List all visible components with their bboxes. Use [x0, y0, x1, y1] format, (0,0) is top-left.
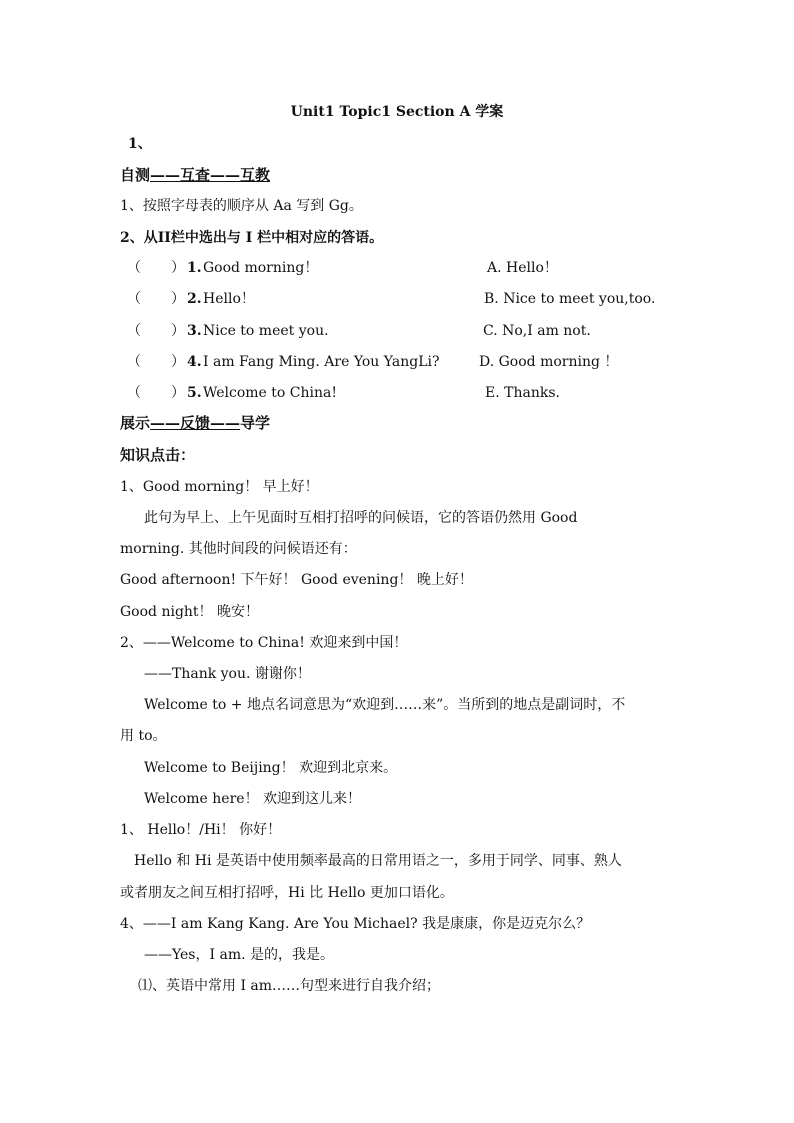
answer-blank-close: ）	[171, 385, 185, 401]
matching-row	[127, 352, 687, 372]
k3-paragraph-2: 或者朋友之间互相打招呼，Hi 比 Hello 更加口语化。	[120, 885, 454, 901]
heading-sep-1: ——	[150, 166, 181, 184]
task-1: 1、按照字母表的顺序从 Aa 写到 Gg。	[120, 198, 363, 214]
question-number: 3.	[187, 323, 202, 339]
heading2-sep-1: ——	[150, 414, 181, 432]
answer-blank-open[interactable]: （	[127, 323, 141, 339]
answer-blank-open[interactable]: （	[127, 354, 141, 370]
k4-line-3: ⑴、英语中常用 I am……句型来进行自我介绍；	[138, 978, 441, 994]
question-number: 4.	[187, 354, 202, 370]
heading2-part-b: 反馈	[180, 414, 211, 432]
knowledge-heading: 知识点击：	[120, 446, 196, 464]
answer-blank-open[interactable]: （	[127, 385, 141, 401]
k2-example-1: Welcome to Beijing！ 欢迎到北京来。	[144, 760, 398, 776]
page-title: Unit1 Topic1 Section A 学案	[290, 104, 504, 120]
question-text: Welcome to China!	[203, 385, 337, 401]
question-text: Nice to meet you.	[203, 323, 329, 339]
answer-option: C. No,I am not.	[483, 323, 591, 339]
k4-line-2: ——Yes，I am. 是的，我是。	[144, 947, 334, 963]
k1-paragraph-1: 此句为早上、上午见面时互相打招呼的问候语，它的答语仍然用 Good	[144, 510, 578, 526]
answer-blank-close: ）	[171, 291, 185, 307]
answer-option: D. Good morning ！	[479, 354, 619, 370]
item-number: 1、	[128, 136, 152, 152]
question-text: I am Fang Ming. Are You YangLi?	[203, 354, 440, 370]
matching-row	[127, 258, 687, 278]
answer-option: B. Nice to meet you,too.	[484, 291, 656, 307]
task-2: 2、从II栏中选出与 I 栏中相对应的答语。	[120, 230, 384, 246]
heading-part-b: 互查	[180, 166, 211, 184]
k1-head: 1、Good morning！ 早上好！	[120, 479, 319, 495]
question-number: 5.	[187, 385, 202, 401]
answer-option: A. Hello！	[487, 260, 558, 276]
answer-blank-close: ）	[171, 323, 185, 339]
answer-blank-close: ）	[171, 354, 185, 370]
question-number: 1.	[187, 260, 202, 276]
answer-blank-open[interactable]: （	[127, 291, 141, 307]
k2-paragraph-2: 用 to。	[120, 728, 167, 744]
answer-blank-open[interactable]: （	[127, 260, 141, 276]
k1-paragraph-4: Good night！ 晚安！	[120, 604, 260, 620]
matching-row	[127, 383, 687, 403]
heading2-part-c: 导学	[240, 414, 271, 432]
k4-head: 4、——I am Kang Kang. Are You Michael? 我是康康，你是迈克尔么？	[120, 916, 591, 932]
question-text: Good morning！	[203, 260, 319, 276]
answer-blank-close: ）	[171, 260, 185, 276]
k1-paragraph-3: Good afternoon! 下午好！ Good evening！ 晚上好！	[120, 572, 473, 588]
section-heading-self-test	[120, 165, 270, 185]
k2-paragraph-1: Welcome to + 地点名词意思为“欢迎到……来”。当所到的地点是副词时，不	[144, 697, 626, 713]
k2-example-2: Welcome here！ 欢迎到这儿来！	[144, 791, 362, 807]
k1-paragraph-2: morning. 其他时间段的问候语还有：	[120, 541, 357, 557]
matching-row	[127, 289, 687, 309]
k2-line-2: ——Thank you. 谢谢你！	[144, 666, 311, 682]
k2-head: 2、——Welcome to China! 欢迎来到中国！	[120, 635, 408, 651]
section-heading-show	[120, 413, 270, 433]
heading-part-c: 互教	[240, 166, 271, 184]
k3-paragraph-1: Hello 和 Hi 是英语中使用频率最高的日常用语之一，多用于同学、同事、熟人	[134, 853, 622, 869]
question-text: Hello！	[203, 291, 255, 307]
heading-part-a: 自测	[120, 166, 151, 184]
answer-option: E. Thanks.	[485, 385, 560, 401]
matching-row	[127, 321, 687, 341]
heading-sep-2: ——	[210, 166, 241, 184]
heading2-part-a: 展示	[120, 414, 151, 432]
k3-head: 1、 Hello！/Hi！ 你好！	[120, 822, 282, 838]
heading2-sep-2: ——	[210, 414, 241, 432]
question-number: 2.	[187, 291, 202, 307]
